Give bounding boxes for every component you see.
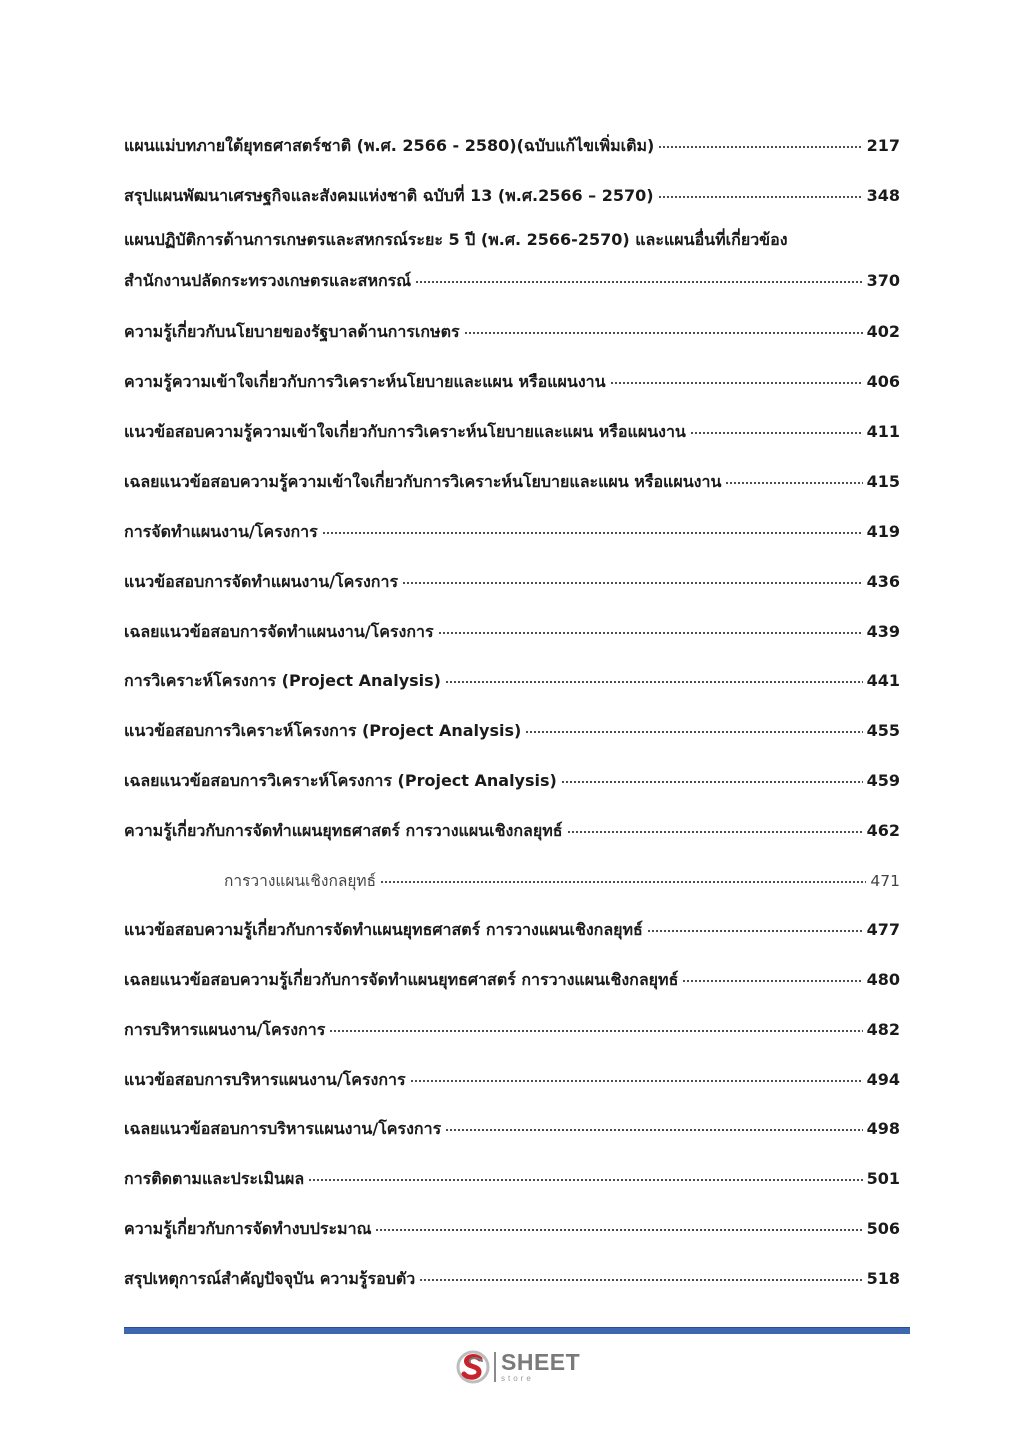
toc-entry-title: การติดตามและประเมินผล xyxy=(124,1169,305,1188)
toc-entry[interactable] xyxy=(124,1262,900,1290)
toc-page-number: 506 xyxy=(866,1219,900,1238)
dot-leader xyxy=(690,415,863,437)
logo-wordmark xyxy=(501,1351,580,1383)
toc-entry[interactable] xyxy=(124,615,900,643)
dot-leader xyxy=(647,913,863,935)
dot-leader xyxy=(567,814,863,836)
toc-entry[interactable] xyxy=(124,565,900,593)
toc-entry[interactable] xyxy=(124,1162,900,1190)
toc-entry-title: การวิเคราะห์โครงการ (Project Analysis) xyxy=(124,671,441,690)
toc-page-number: 494 xyxy=(866,1070,900,1089)
toc-page-number: 501 xyxy=(866,1169,900,1188)
dot-leader xyxy=(658,179,863,201)
toc-entry[interactable] xyxy=(124,913,900,941)
toc-entry-title: การจัดทำแผนงาน/โครงการ xyxy=(124,522,318,541)
toc-entry[interactable] xyxy=(124,963,900,991)
toc-entry[interactable] xyxy=(124,1013,900,1041)
dot-leader xyxy=(445,1112,862,1134)
toc-page-number: 477 xyxy=(866,920,900,939)
dot-leader xyxy=(329,1013,862,1035)
toc-page-number: 406 xyxy=(866,372,900,391)
dot-leader xyxy=(419,1262,862,1284)
toc-entry[interactable] xyxy=(124,714,900,742)
toc-entry-title: สรุปเหตุการณ์สำคัญปัจจุบัน ความรู้รอบตัว xyxy=(124,1269,416,1288)
toc-entry-title-line1: แผนปฏิบัติการด้านการเกษตรและสหกรณ์ระยะ 5 ปี (พ.ศ. 2566-2570) และแผนอื่นที่เกี่ยวข้อง xyxy=(124,230,788,249)
toc-entry-title: แนวข้อสอบความรู้เกี่ยวกับการจัดทำแผนยุทธศาสตร์ การวางแผนเชิงกลยุทธ์ xyxy=(124,920,643,939)
toc-entry-title: การวางแผนเชิงกลยุทธ์ xyxy=(224,872,377,890)
toc-page-number: 415 xyxy=(866,472,900,491)
dot-leader xyxy=(445,664,863,686)
toc-entry[interactable] xyxy=(124,764,900,792)
toc-entry-title: เฉลยแนวข้อสอบการจัดทำแผนงาน/โครงการ xyxy=(124,622,434,641)
dot-leader xyxy=(380,864,866,886)
toc-entry[interactable] xyxy=(124,179,900,207)
toc-entry[interactable] xyxy=(124,415,900,443)
sheet-store-logo xyxy=(455,1347,595,1387)
toc-entry-title: การบริหารแผนงาน/โครงการ xyxy=(124,1020,326,1039)
toc-page-number: 441 xyxy=(866,671,900,690)
dot-leader xyxy=(410,1063,863,1085)
dot-leader xyxy=(402,565,863,587)
toc-entry[interactable] xyxy=(124,515,900,543)
toc-page-number: 436 xyxy=(866,572,900,591)
dot-leader xyxy=(561,764,863,786)
toc-entry-title: ความรู้เกี่ยวกับนโยบายของรัฐบาลด้านการเกษตร xyxy=(124,322,460,341)
dot-leader xyxy=(658,129,862,151)
s-logo-icon xyxy=(455,1349,491,1385)
toc-subentry[interactable] xyxy=(224,864,900,892)
toc-page-number: 459 xyxy=(866,771,900,790)
toc-entry[interactable] xyxy=(124,1063,900,1091)
toc-page-number: 455 xyxy=(866,721,900,740)
toc-entry[interactable] xyxy=(124,229,900,292)
toc-entry[interactable] xyxy=(124,365,900,393)
toc-page-number: 217 xyxy=(866,136,900,155)
dot-leader xyxy=(375,1212,862,1234)
dot-leader xyxy=(464,315,863,337)
toc-entry-title: แนวข้อสอบการจัดทำแผนงาน/โครงการ xyxy=(124,572,399,591)
logo-separator xyxy=(494,1352,496,1382)
toc-entry[interactable] xyxy=(124,814,900,842)
toc-page-number: 419 xyxy=(866,522,900,541)
toc-entry-title: แนวข้อสอบการบริหารแผนงาน/โครงการ xyxy=(124,1070,406,1089)
dot-leader xyxy=(525,714,862,736)
toc-page-number: 439 xyxy=(866,622,900,641)
toc-entry-title: สำนักงานปลัดกระทรวงเกษตรและสหกรณ์ xyxy=(124,271,412,290)
toc-page-number: 518 xyxy=(866,1269,900,1288)
toc-entry-title: แผนแม่บทภายใต้ยุทธศาสตร์ชาติ (พ.ศ. 2566 - 2580)(ฉบับแก้ไขเพิ่มเติม) xyxy=(124,136,655,155)
toc-page-number: 471 xyxy=(870,872,900,890)
toc-page-number: 411 xyxy=(866,422,900,441)
footer-rule xyxy=(124,1327,910,1334)
logo-text: SHEET xyxy=(501,1349,581,1375)
toc-page-number: 348 xyxy=(866,186,900,205)
toc-entry[interactable] xyxy=(124,1112,900,1140)
toc-page-number: 370 xyxy=(866,271,900,290)
logo-subtext: store xyxy=(501,1374,534,1383)
toc-entry-title: ความรู้เกี่ยวกับการจัดทำงบประมาณ xyxy=(124,1219,372,1238)
toc-page-number: 462 xyxy=(866,821,900,840)
toc-entry-title: เฉลยแนวข้อสอบความรู้ความเข้าใจเกี่ยวกับการวิเคราะห์นโยบายและแผน หรือแผนงาน xyxy=(124,472,722,491)
dot-leader xyxy=(682,963,862,985)
toc-entry[interactable] xyxy=(124,664,900,692)
toc-entry-title: เฉลยแนวข้อสอบการวิเคราะห์โครงการ (Project Analysis) xyxy=(124,771,557,790)
toc-page-number: 482 xyxy=(866,1020,900,1039)
toc-entry-title: สรุปแผนพัฒนาเศรษฐกิจและสังคมแห่งชาติ ฉบับที่ 13 (พ.ศ.2566 – 2570) xyxy=(124,186,654,205)
dot-leader xyxy=(610,365,863,387)
toc-entry[interactable] xyxy=(124,1212,900,1240)
dot-leader xyxy=(308,1162,862,1184)
toc-entry-title: เฉลยแนวข้อสอบการบริหารแผนงาน/โครงการ xyxy=(124,1119,442,1138)
toc-entry-title: ความรู้เกี่ยวกับการจัดทำแผนยุทธศาสตร์ การวางแผนเชิงกลยุทธ์ xyxy=(124,821,563,840)
toc-entry[interactable] xyxy=(124,465,900,493)
toc-page-number: 498 xyxy=(866,1119,900,1138)
toc-entry[interactable] xyxy=(124,129,900,157)
dot-leader xyxy=(438,615,863,637)
toc-page-number: 480 xyxy=(866,970,900,989)
dot-leader xyxy=(415,264,862,286)
toc-page-number: 402 xyxy=(866,322,900,341)
dot-leader xyxy=(725,465,862,487)
toc-entry-title: ความรู้ความเข้าใจเกี่ยวกับการวิเคราะห์นโยบายและแผน หรือแผนงาน xyxy=(124,372,606,391)
dot-leader xyxy=(322,515,863,537)
toc-entry-title: แนวข้อสอบการวิเคราะห์โครงการ (Project Analysis) xyxy=(124,721,522,740)
toc-entry[interactable] xyxy=(124,315,900,343)
toc-entry-title: เฉลยแนวข้อสอบความรู้เกี่ยวกับการจัดทำแผนยุทธศาสตร์ การวางแผนเชิงกลยุทธ์ xyxy=(124,970,679,989)
toc-entry-title: แนวข้อสอบความรู้ความเข้าใจเกี่ยวกับการวิเคราะห์นโยบายและแผน หรือแผนงาน xyxy=(124,422,686,441)
table-of-contents xyxy=(124,0,900,1448)
